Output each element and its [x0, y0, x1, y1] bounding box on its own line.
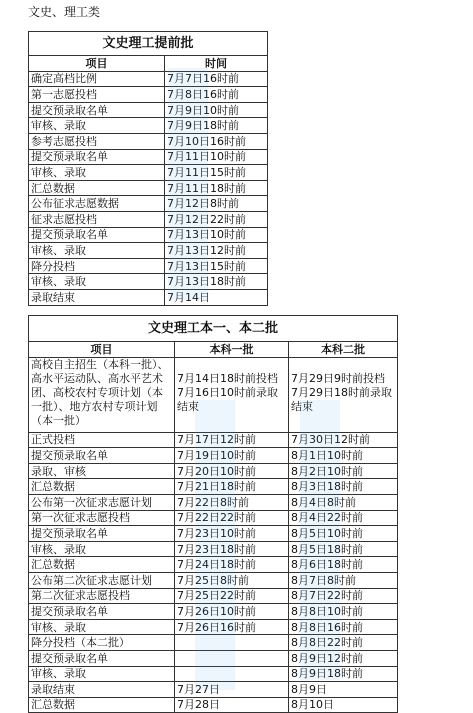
table-cell: 7月10日16时前 — [165, 133, 268, 149]
table-cell: 7月24日18时前 — [175, 557, 289, 573]
table-row — [29, 211, 268, 227]
table-cell: 提交预录取名单 — [29, 604, 175, 620]
table-row — [29, 494, 398, 510]
table-row — [29, 289, 268, 305]
table-cell: 7月13日10时前 — [165, 227, 268, 243]
table-cell: 7月7日16时前 — [165, 71, 268, 87]
early-batch-table — [28, 31, 268, 306]
table-cell: 降分投档（本二批） — [29, 635, 175, 651]
table-cell: 降分投档 — [29, 258, 165, 274]
table-cell: 汇总数据 — [29, 479, 175, 495]
table-cell: 提交预录取名单 — [29, 227, 165, 243]
page-heading: 文史、理工类 — [28, 5, 101, 19]
table-row — [29, 102, 268, 118]
table-row — [29, 133, 268, 149]
column-header: 项目 — [29, 342, 175, 358]
table-cell: 征求志愿投档 — [29, 211, 165, 227]
table-cell: 7月25日8时前 — [175, 572, 289, 588]
table-cell: 7月13日12时前 — [165, 243, 268, 259]
table-cell: 7月9日18时前 — [165, 118, 268, 134]
table-row — [29, 541, 398, 557]
table-cell: 8月8日10时前 — [289, 604, 398, 620]
table-cell: 7月11日15时前 — [165, 165, 268, 181]
table-cell: 7月12日22时前 — [165, 211, 268, 227]
table-cell: 8月8日16时前 — [289, 619, 398, 635]
table-cell: 公布第一次征求志愿计划 — [29, 494, 175, 510]
table-row — [29, 650, 398, 666]
column-header: 项目 — [29, 56, 165, 72]
table-cell: 8月9日12时前 — [289, 650, 398, 666]
table-cell: 7月19日10时前 — [175, 448, 289, 464]
table-cell: 7月14日18时前投档 7月16日10时前录取结束 — [175, 357, 289, 432]
table-cell: 8月1日10时前 — [289, 448, 398, 464]
table-row — [29, 635, 398, 651]
table-cell: 7月26日16时前 — [175, 619, 289, 635]
table-cell: 高校自主招生（本科一批）、高水平运动队、高水平艺术团、高校农村专项计划（本一批）、地方农村专项计划（本一批） — [29, 357, 175, 432]
table-cell: 7月23日10时前 — [175, 526, 289, 542]
table-cell: 7月13日18时前 — [165, 274, 268, 290]
table-cell: 7月25日22时前 — [175, 588, 289, 604]
table-title: 文史理工本一、本二批 — [29, 316, 398, 342]
table-cell: 公布第二次征求志愿计划 — [29, 572, 175, 588]
table-cell: 提交预录取名单 — [29, 149, 165, 165]
table-row — [29, 666, 398, 682]
table-row — [29, 432, 398, 448]
table-cell: 7月28日 — [175, 697, 289, 713]
table-row — [29, 526, 398, 542]
column-header: 本科二批 — [289, 342, 398, 358]
table-cell: 8月6日18时前 — [289, 557, 398, 573]
table-cell: 审核、录取 — [29, 274, 165, 290]
table-cell: 8月4日22时前 — [289, 510, 398, 526]
table-cell: 汇总数据 — [29, 557, 175, 573]
table-cell: 7月14日 — [165, 289, 268, 305]
table-cell: 第一次征求志愿投档 — [29, 510, 175, 526]
table-cell: 7月30日12时前 — [289, 432, 398, 448]
table-cell: 7月23日18时前 — [175, 541, 289, 557]
table-row — [29, 557, 398, 573]
table-row — [29, 697, 398, 713]
batch-one-two-table — [28, 315, 398, 713]
table-cell: 8月5日10时前 — [289, 526, 398, 542]
table-cell: 7月22日8时前 — [175, 494, 289, 510]
table-cell — [175, 635, 289, 651]
table-row — [29, 258, 268, 274]
table-cell: 确定高档比例 — [29, 71, 165, 87]
table-cell: 录取、审核 — [29, 463, 175, 479]
table-row — [29, 604, 398, 620]
table-cell: 汇总数据 — [29, 180, 165, 196]
table-row — [29, 619, 398, 635]
table-cell: 7月12日8时前 — [165, 196, 268, 212]
table-cell: 8月5日18时前 — [289, 541, 398, 557]
table-cell: 录取结束 — [29, 289, 165, 305]
table-row — [29, 243, 268, 259]
table-row — [29, 448, 398, 464]
table-cell: 提交预录取名单 — [29, 102, 165, 118]
table-cell: 8月7日22时前 — [289, 588, 398, 604]
table-row — [29, 274, 268, 290]
table-row — [29, 71, 268, 87]
table-cell: 审核、录取 — [29, 118, 165, 134]
table-cell: 8月2日10时前 — [289, 463, 398, 479]
table-cell: 录取结束 — [29, 682, 175, 698]
table-cell: 正式投档 — [29, 432, 175, 448]
table-cell: 提交预录取名单 — [29, 448, 175, 464]
column-header: 时间 — [165, 56, 268, 72]
table-cell: 参考志愿投档 — [29, 133, 165, 149]
table-cell: 8月3日18时前 — [289, 479, 398, 495]
table-row — [29, 227, 268, 243]
table-cell: 审核、录取 — [29, 541, 175, 557]
table-title: 文史理工提前批 — [29, 32, 268, 56]
table-cell: 审核、录取 — [29, 619, 175, 635]
table-cell: 第一志愿投档 — [29, 87, 165, 103]
table-row — [29, 118, 268, 134]
table-cell: 8月9日 — [289, 682, 398, 698]
table-cell: 7月13日15时前 — [165, 258, 268, 274]
table-cell: 7月11日18时前 — [165, 180, 268, 196]
table-cell: 7月17日12时前 — [175, 432, 289, 448]
table-row — [29, 479, 398, 495]
table-cell: 审核、录取 — [29, 243, 165, 259]
table-cell: 7月21日18时前 — [175, 479, 289, 495]
table-cell: 8月7日8时前 — [289, 572, 398, 588]
table-cell: 第二次征求志愿投档 — [29, 588, 175, 604]
table-cell: 提交预录取名单 — [29, 526, 175, 542]
table-cell: 7月27日 — [175, 682, 289, 698]
table-cell — [175, 650, 289, 666]
table-cell: 8月8日22时前 — [289, 635, 398, 651]
table-row — [29, 510, 398, 526]
table-cell: 7月8日16时前 — [165, 87, 268, 103]
table-row — [29, 682, 398, 698]
table-row — [29, 165, 268, 181]
table-cell: 7月11日10时前 — [165, 149, 268, 165]
table-row — [29, 180, 268, 196]
table-row — [29, 357, 398, 432]
table-cell: 7月26日10时前 — [175, 604, 289, 620]
table-row — [29, 149, 268, 165]
table-cell — [175, 666, 289, 682]
table-cell: 审核、录取 — [29, 666, 175, 682]
table-row — [29, 87, 268, 103]
table-row — [29, 463, 398, 479]
table-cell: 7月20日10时前 — [175, 463, 289, 479]
table-row — [29, 572, 398, 588]
table-cell: 8月10日 — [289, 697, 398, 713]
column-header: 本科一批 — [175, 342, 289, 358]
table-cell: 公布征求志愿数据 — [29, 196, 165, 212]
table-row — [29, 588, 398, 604]
table-cell: 审核、录取 — [29, 165, 165, 181]
table-cell: 7月29日9时前投档 7月29日18时前录取结束 — [289, 357, 398, 432]
table-cell: 7月22日22时前 — [175, 510, 289, 526]
table-cell: 8月4日8时前 — [289, 494, 398, 510]
table-cell: 汇总数据 — [29, 697, 175, 713]
table-row — [29, 196, 268, 212]
table-cell: 7月9日10时前 — [165, 102, 268, 118]
table-cell: 8月9日18时前 — [289, 666, 398, 682]
table-cell: 提交预录取名单 — [29, 650, 175, 666]
